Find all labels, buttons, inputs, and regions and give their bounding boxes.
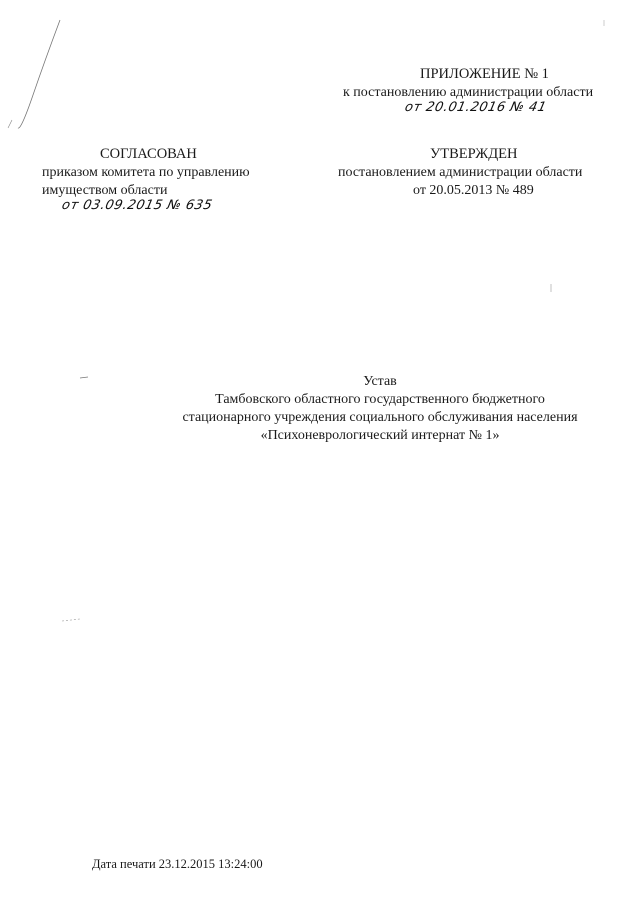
appendix-subtitle: к постановлению администрации области [343,85,594,100]
print-date: Дата печати 23.12.2015 13:24:00 [92,857,263,871]
approved-title: УТВЕРЖДЕН [430,146,518,162]
agreed-title: СОГЛАСОВАН [100,146,197,162]
charter-line1: Тамбовского областного государственного бюджетного [215,392,545,407]
agreed-line1: приказом комитета по управлению [42,165,250,180]
appendix-title: ПРИЛОЖЕНИЕ № 1 [420,66,549,82]
agreed-line2: имуществом области [42,183,168,198]
agreed-handwritten-date: от 03.09.2015 № 635 [60,198,214,213]
charter-line3: «Психоневрологический интернат № 1» [260,428,500,443]
approved-line2: от 20.05.2013 № 489 [413,183,534,198]
appendix-handwritten-date: от 20.01.2016 № 41 [403,100,549,115]
charter-line2: стационарного учреждения социального обслуживания населения [182,410,578,425]
approved-line1: постановлением администрации области [338,165,583,180]
charter-heading: Устав [363,374,397,389]
